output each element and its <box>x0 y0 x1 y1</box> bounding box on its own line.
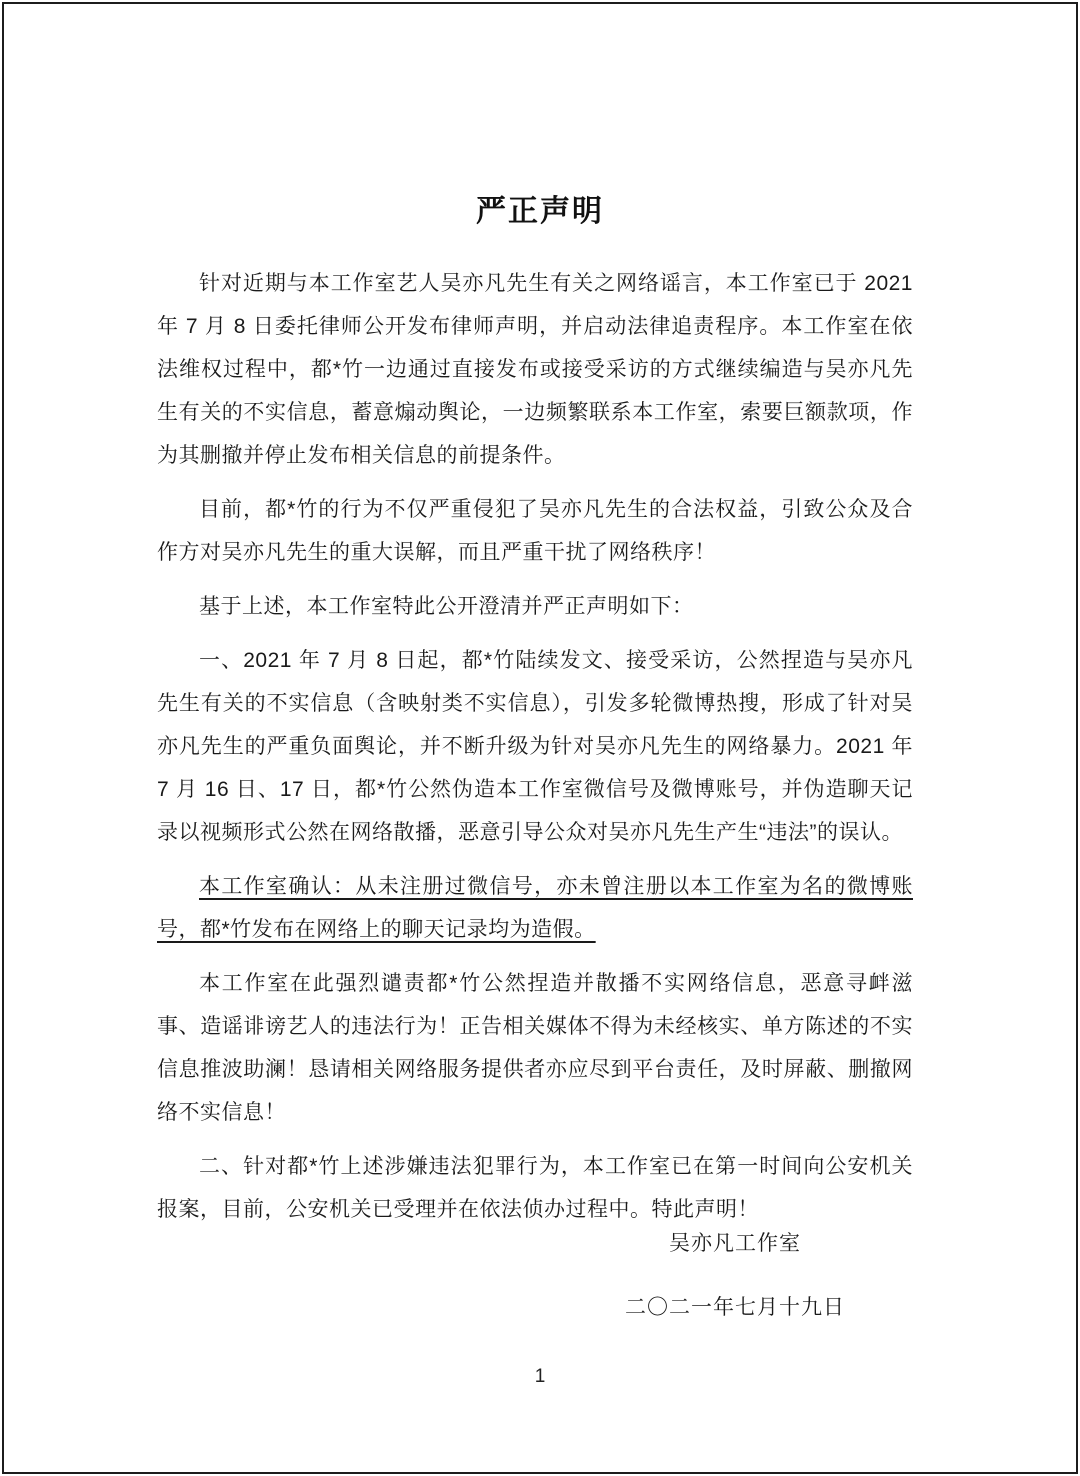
document-body <box>157 262 913 1242</box>
paragraph: 基于上述，本工作室特此公开澄清并严正声明如下： <box>199 595 694 618</box>
statement-signature: 吴亦凡工作室 <box>669 1232 801 1255</box>
statement-date: 二〇二一年七月十九日 <box>625 1296 845 1319</box>
paragraph: 针对近期与本工作室艺人吴亦凡先生有关之网络谣言，本工作室已于 2021 年 7 月 8 日委托律师公开发布律师声明，并启动法律追责程序。本工作室在依法维权过程中，都*竹一边通过直接发布或接受采访的方式继续编造与吴亦凡先生有关的不实信息，蓄意煽动舆论，一边频繁联系本工作室，索要巨额款项，作为其删撤并停止发布相关信息的前提条件。 <box>157 272 913 467</box>
paragraph: 二、针对都*竹上述涉嫌违法犯罪行为，本工作室已在第一时间向公安机关报案，目前，公安机关已受理并在依法侦办过程中。特此声明！ <box>157 1155 913 1221</box>
document-page <box>2 2 1078 1474</box>
page-number: 1 <box>534 1366 546 1387</box>
document-title: 严正声明 <box>476 195 604 228</box>
signature-block <box>386 1232 1080 1320</box>
paragraph: 本工作室确认：从未注册过微信号，亦未曾注册以本工作室为名的微博账号，都*竹发布在网络上的聊天记录均为造假。 <box>157 875 913 941</box>
paragraph: 一、2021 年 7 月 8 日起，都*竹陆续发文、接受采访，公然捏造与吴亦凡先生有关的不实信息（含映射类不实信息），引发多轮微博热搜，形成了针对吴亦凡先生的严重负面舆论，并不断升级为针对吴亦凡先生的网络暴力。2021 年 7 月 16 日、17 日，都*竹公然伪造本工作室微信号及微博账号，并伪造聊天记录以视频形式公然在网络散播，恶意引导公众对吴亦凡先生产生“违法”的误认。 <box>157 649 913 844</box>
paragraph: 目前，都*竹的行为不仅严重侵犯了吴亦凡先生的合法权益，引致公众及合作方对吴亦凡先生的重大误解，而且严重干扰了网络秩序！ <box>157 498 913 564</box>
paragraph: 本工作室在此强烈谴责都*竹公然捏造并散播不实网络信息，恶意寻衅滋事、造谣诽谤艺人的违法行为！正告相关媒体不得为未经核实、单方陈述的不实信息推波助澜！恳请相关网络服务提供者亦应尽到平台责任，及时屏蔽、删撤网络不实信息！ <box>157 972 913 1124</box>
